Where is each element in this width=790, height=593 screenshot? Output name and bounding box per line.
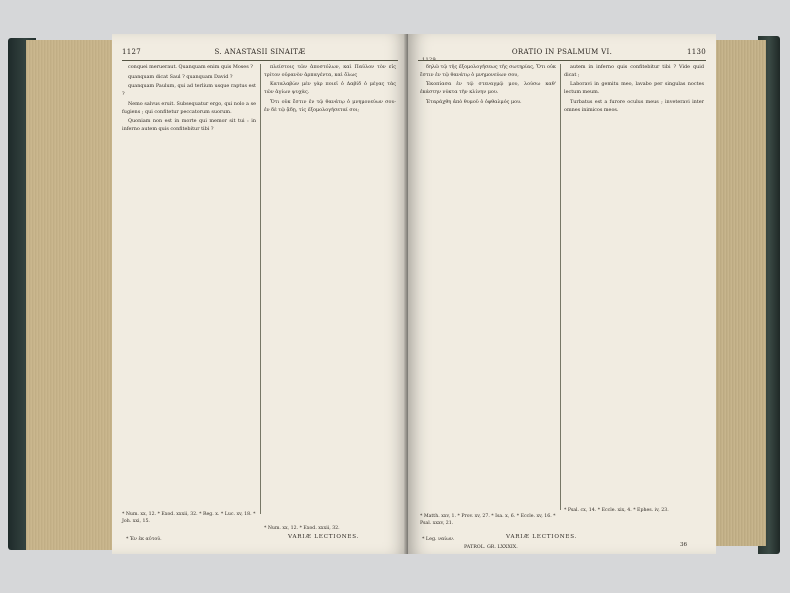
paragraph: Laboravi in gemitu meo, lavabo per singulas noctes lectum meum. (564, 81, 704, 96)
header-rule (418, 60, 706, 61)
page-edges-right (713, 40, 766, 546)
paragraph: δηλῶ τῷ τῆς ἐξομολογήσεως τῆς σωτηρίας, Ὅτι οὐκ ἔστιν ἐν τῷ θανάτῳ ὁ μνημονεύων σου, (420, 64, 556, 78)
left-running-title: S. ANASTASII SINAITÆ (214, 48, 306, 56)
paragraph: quanquam dicat Saul ? quanquam David ? (128, 73, 233, 80)
right-page-number: 1130 (686, 48, 706, 56)
signature-mark: 36 (680, 542, 688, 548)
paragraph: Quoniam non est in morte qui memor sit tui : in inferno autem quis confitebitur tibi ? (122, 118, 256, 132)
left-page-number: 1127 (122, 48, 142, 56)
right-running-title: ORATIO IN PSALMUM VI. (511, 48, 613, 56)
signature-label: PATROL. GR. LXXXIX. (464, 545, 518, 550)
greek-page-number: 1129 (422, 57, 436, 63)
column-divider (560, 64, 561, 510)
variant-note: * Ἐν ἐκ αὐτοῦ. (126, 537, 162, 542)
latin-footnotes: * Psal. cx, 14. * Eccle. xix, 4. * Ephes. iv, 23. (564, 508, 669, 513)
latin-footnotes: * Num. xx, 12. * Exod. xxxii, 32. * Reg. x. * Luc. xv, 18. * Joh. xxi, 15. (122, 512, 256, 524)
paragraph: autem in inferno quis confitebitur tibi ? Vide quid dicat ; (564, 64, 704, 78)
paragraph: conquei merueraut. Quanquam enim quis Moses ? (128, 64, 253, 70)
left-page (112, 34, 408, 554)
open-book (8, 26, 780, 566)
right-page-header (418, 48, 706, 63)
latin-text-column (564, 64, 704, 504)
lectiones-note: * Leg. ναίων. (422, 537, 455, 542)
greek-text-column (420, 64, 556, 510)
right-page (408, 34, 716, 554)
greek-text-column (264, 64, 396, 522)
page-edges-left (26, 40, 113, 550)
paragraph: Turbatus est a furore oculus meus ; inveteravi inter omnes inimicos meos. (564, 98, 704, 113)
latin-text-column (122, 64, 256, 508)
section-label: VARIÆ LECTIONES. (288, 534, 360, 540)
greek-footnotes: * Matth. xxv, 1. * Prov. xv, 27. * Isa. x, 6. * Eccle. xv, 16. * Psal. xxxv, 21. (420, 514, 556, 526)
greek-footnotes: * Num. xx, 12. * Exod. xxxii, 32. (264, 526, 340, 531)
column-divider (260, 64, 261, 514)
section-label: VARIÆ LECTIONES. (506, 534, 578, 540)
paragraph: Ἐταράχθη ἀπὸ θυμοῦ ὁ ὀφθαλμός μου. (426, 98, 522, 105)
paragraph: Ὅτι οὐκ ἔστιν ἐν τῷ θανάτῳ ὁ μνημονεύων σου· ἐν δὲ τῷ ᾅδῃ, τίς ἐξομολογήσεταί σοι; (264, 98, 396, 113)
paragraph: quanquam Paulum, qui ad terlium usque raptus est ? (122, 83, 256, 98)
paragraph: πλείστοις τῶν ἀποστόλων, καὶ Παῦλον τὸν εἰς τρίτον οὐρανὸν ἁρπαγέντα, καὶ ὅλως (264, 64, 396, 78)
paragraph: Nemo salvus eruit. Subsequatur ergo, qui nolo a se fugiens ; qui confitetur peccatorum suorum. (122, 100, 256, 115)
header-rule (122, 60, 398, 61)
left-page-header (122, 48, 398, 60)
paragraph: Ἐκοπίασα ἐν τῷ στεναγμῷ μου, λούσω καθ' ἑκάστην νύκτα τὴν κλίνην μου. (420, 81, 556, 96)
paragraph: Καταλαβὼν μὲν γὰρ ποιεῖ ὁ Δαβίδ ὁ μέγας τὰς τῶν ἁγίων ψυχὰς. (264, 81, 396, 96)
